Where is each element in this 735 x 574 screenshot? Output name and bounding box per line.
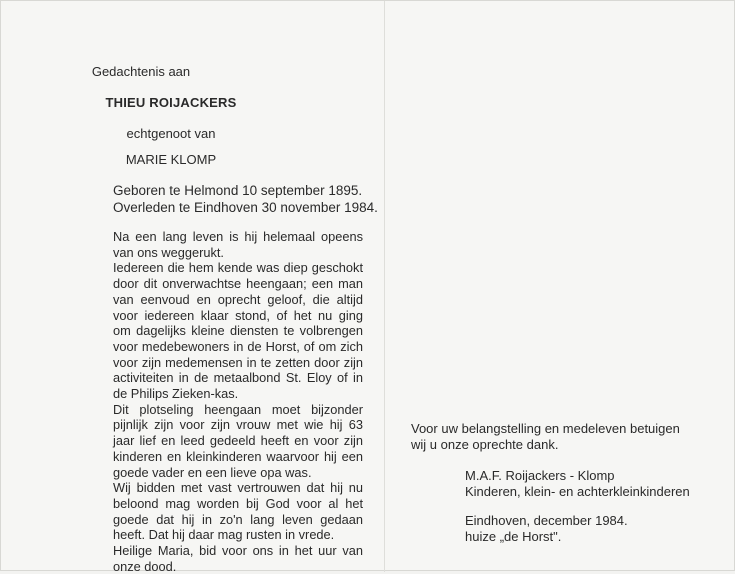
relation-text: echtgenoot van (126, 126, 216, 141)
spouse-name: MARIE KLOMP (125, 152, 217, 167)
paragraph: Heilige Maria, bid voor ons in het uur van onze dood. (113, 543, 363, 574)
left-page (1, 1, 384, 572)
place-date (465, 513, 628, 545)
paragraph: Iedereen die hem kende was diep geschokt door dit onverwachtse heengaan; een man van eenvoud en oprecht geloof, die altijd voor iedereen klaar stond, of het nu ging om dagelijks kleine diensten te volbrengen voor medebewoners in de Horst, of om zich voor zijn medemensen in te zetten door zijn activiteiten in de metaalbond St. Eloy of in de Philips Zieken-kas. (113, 260, 363, 402)
life-dates (113, 182, 378, 216)
signer-name: M.A.F. Roijackers - Klomp (465, 468, 615, 483)
thanks-line: Voor uw belangstelling en medeleven betuigen (411, 421, 680, 436)
right-page (385, 1, 735, 572)
paragraph: Wij bidden met vast vertrouwen dat hij nu beloond mag worden bij God voor al het goede dat hij in zo'n lang leven gedaan heeft. Dat hij daar mag rusten in vrede. (113, 480, 363, 543)
memorial-text (113, 229, 363, 574)
paragraph: Dit plotseling heengaan moet bijzonder pijnlijk zijn voor zijn vrouw met wie hij 63 jaar lief en leed gedeeld heeft en voor zijn kinderen en kleinkinderen waarvoor hij een goede vader en een lieve opa was. (113, 401, 363, 480)
family-line: Kinderen, klein- en achterkleinkinderen (465, 484, 690, 499)
place-date-line: Eindhoven, december 1984. (465, 513, 628, 528)
deceased-name: THIEU ROIJACKERS (105, 95, 237, 110)
birth-line: Geboren te Helmond 10 september 1895. (113, 183, 363, 198)
thanks-line: wij u onze oprechte dank. (411, 437, 559, 452)
heading: Gedachtenis aan (91, 64, 191, 79)
house-line: huize „de Horst". (465, 529, 562, 544)
signers (465, 468, 690, 500)
death-line: Overleden te Eindhoven 30 november 1984. (113, 200, 378, 215)
thanks-text (411, 421, 711, 453)
paragraph: Na een lang leven is hij helemaal opeens van ons weggerukt. (113, 229, 363, 260)
